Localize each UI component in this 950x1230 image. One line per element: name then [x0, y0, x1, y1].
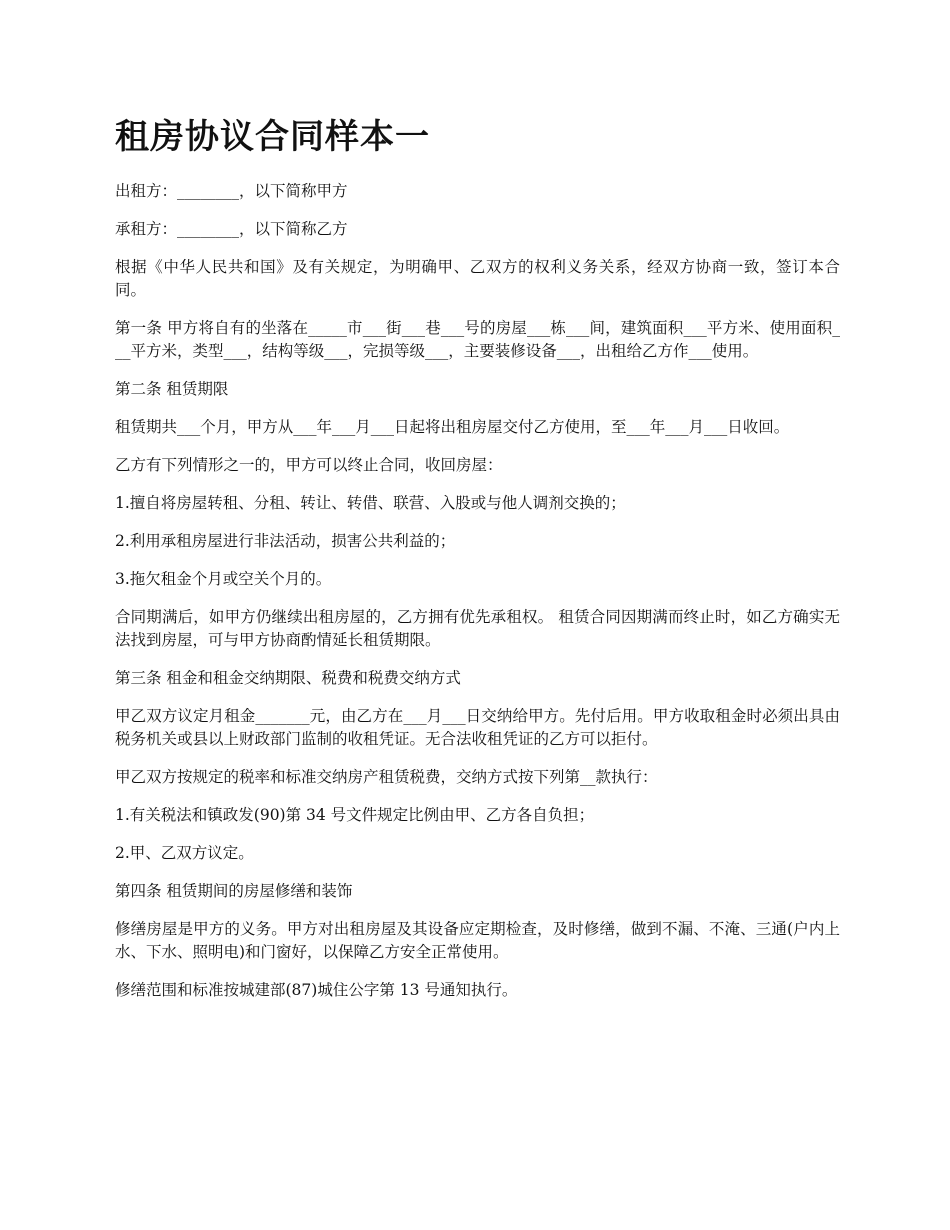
paragraph-repair-duty: 修缮房屋是甲方的义务。甲方对出租房屋及其设备应定期检查，及时修缮，做到不漏、不淹、三通(户内上水、下水、照明电)和门窗好，以保障乙方安全正常使用。: [115, 920, 840, 961]
list-item-termination-2: 2.利用承租房屋进行非法活动，损害公共利益的；: [115, 532, 456, 550]
paragraph-termination-intro: 乙方有下列情形之一的，甲方可以终止合同，收回房屋：: [115, 456, 503, 474]
list-item-termination-3: 3.拖欠租金个月或空关个月的。: [115, 570, 332, 588]
list-item-tax-2: 2.甲、乙双方议定。: [115, 844, 254, 862]
paragraph-article-1: 第一条 甲方将自有的坐落在_____市___街___巷___号的房屋___栋___间，建筑面积___平方米、使用面积___平方米，类型___，结构等级___，完损等级___，主要装修设备___，出租给乙方作___使用。: [115, 319, 840, 360]
document-body: [115, 180, 840, 1017]
list-item-tax-1: 1.有关税法和镇政发(90)第 34 号文件规定比例由甲、乙方各自负担；: [115, 806, 595, 824]
document-title: 租房协议合同样本一: [115, 117, 430, 157]
paragraph-tax: 甲乙双方按规定的税率和标准交纳房产租赁税费，交纳方式按下列第__款执行：: [115, 768, 658, 786]
paragraph-lessor: 出租方：________，以下简称甲方: [115, 182, 348, 200]
paragraph-lease-term: 租赁期共___个月，甲方从___年___月___日起将出租房屋交付乙方使用，至___年___月___日收回。: [115, 418, 790, 436]
heading-article-2: 第二条 租赁期限: [115, 380, 229, 398]
paragraph-lessee: 承租方：________，以下简称乙方: [115, 220, 348, 238]
paragraph-rent: 甲乙双方议定月租金_______元，由乙方在___月___日交纳给甲方。先付后用。甲方收取租金时必须出具由税务机关或县以上财政部门监制的收租凭证。无合法收租凭证的乙方可以拒付。: [115, 707, 840, 748]
heading-article-4: 第四条 租赁期间的房屋修缮和装饰: [115, 882, 353, 900]
paragraph-repair-scope: 修缮范围和标准按城建部(87)城住公字第 13 号通知执行。: [115, 981, 518, 999]
paragraph-renewal: 合同期满后，如甲方仍继续出租房屋的，乙方拥有优先承租权。 租赁合同因期满而终止时，如乙方确实无法找到房屋，可与甲方协商酌情延长租赁期限。: [115, 608, 840, 649]
heading-article-3: 第三条 租金和租金交纳期限、税费和税费交纳方式: [115, 669, 461, 687]
paragraph-preamble: 根据《中华人民共和国》及有关规定，为明确甲、乙双方的权利义务关系，经双方协商一致，签订本合同。: [115, 258, 840, 299]
list-item-termination-1: 1.擅自将房屋转租、分租、转让、转借、联营、入股或与他人调剂交换的；: [115, 494, 626, 512]
